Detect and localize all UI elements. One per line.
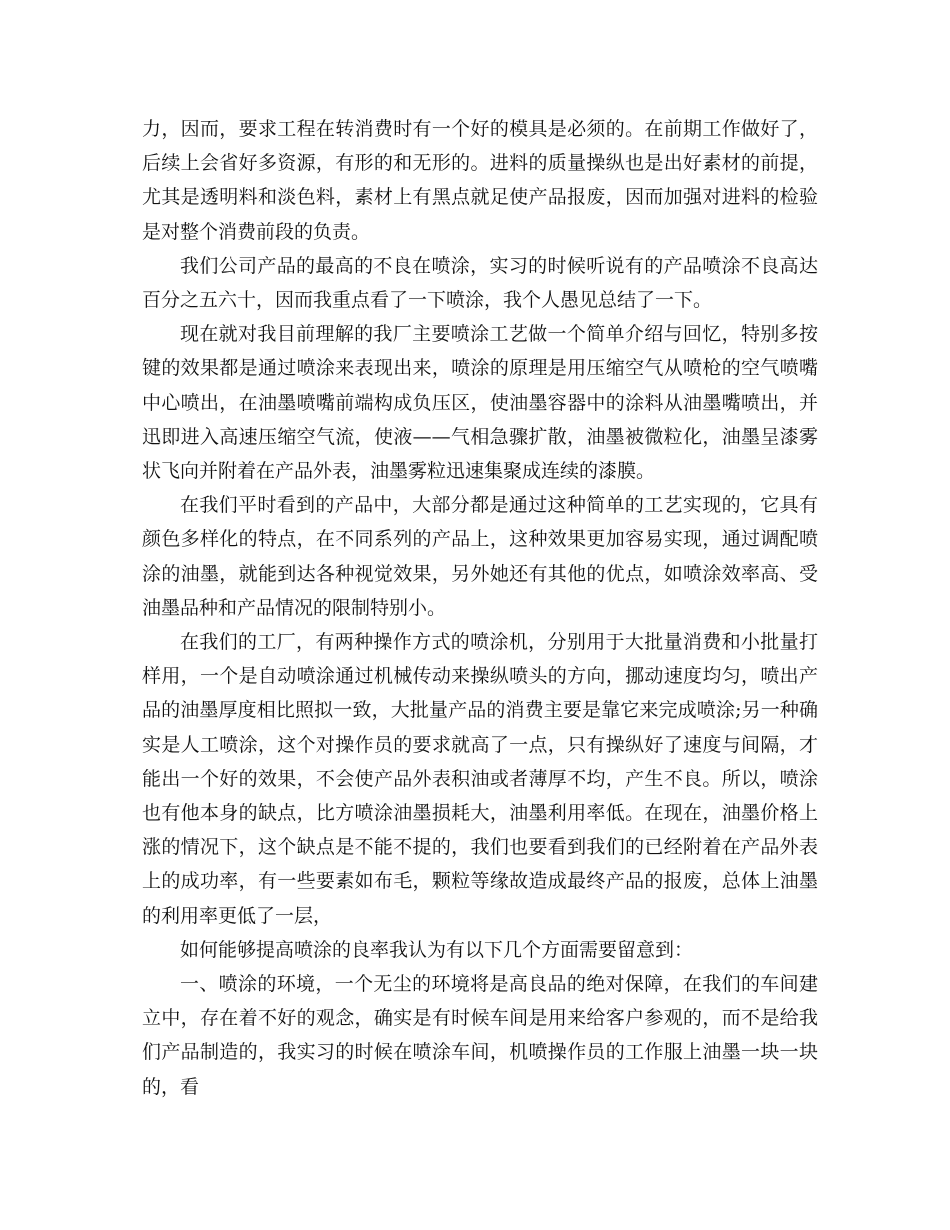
paragraph-1: 力，因而，要求工程在转消费时有一个好的模具是必须的。在前期工作做好了，后续上会省好多资源，有形的和无形的。进料的质量操纵也是出好素材的前提，尤其是透明料和淡色料，素材上有黑点就足使产品报废，因而加强对进料的检验是对整个消费前段的负责。 bbox=[142, 118, 818, 243]
paragraph-4: 在我们平时看到的产品中，大部分都是通过这种简单的工艺实现的，它具有颜色多样化的特点，在不同系列的产品上，这种效果更加容易实现，通过调配喷涂的油墨，就能到达各种视觉效果，另外她还有其他的优点，如喷涂效率高、受油墨品种和产品情况的限制特别小。 bbox=[142, 494, 818, 619]
paragraph-2: 我们公司产品的最高的不良在喷涂，实习的时候听说有的产品喷涂不良高达百分之五六十，因而我重点看了一下喷涂，我个人愚见总结了一下。 bbox=[142, 254, 818, 312]
paragraph-3: 现在就对我目前理解的我厂主要喷涂工艺做一个简单介绍与回忆，特别多按键的效果都是通过喷涂来表现出来，喷涂的原理是用压缩空气从喷枪的空气喷嘴中心喷出，在油墨喷嘴前端构成负压区，使油墨容器中的涂料从油墨嘴喷出，并迅即进入高速压缩空气流，使液——气相急骤扩散，油墨被微粒化，油墨呈漆雾状飞向并附着在产品外表，油墨雾粒迅速集聚成连续的漆膜。 bbox=[142, 323, 818, 483]
paragraph-6: 如何能够提高喷涂的良率我认为有以下几个方面需要留意到： bbox=[180, 938, 694, 961]
paragraph-5: 在我们的工厂，有两种操作方式的喷涂机，分别用于大批量消费和小批量打样用，一个是自动喷涂通过机械传动来操纵喷头的方向，挪动速度均匀，喷出产品的油墨厚度相比照拟一致，大批量产品的消费主要是靠它来完成喷涂;另一种确实是人工喷涂，这个对操作员的要求就高了一点，只有操纵好了速度与间隔，才能出一个好的效果，不会使产品外表积油或者薄厚不均，产生不良。所以，喷涂也有他本身的缺点，比方喷涂油墨损耗大，油墨利用率低。在现在，油墨价格上涨的情况下，这个缺点是不能不提的，我们也要看到我们的已经附着在产品外表上的成功率，有一些要素如布毛，颗粒等缘故造成最终产品的报废，总体上油墨的利用率更低了一层， bbox=[142, 631, 818, 927]
document-body bbox=[142, 112, 818, 1104]
paragraph-7: 一、喷涂的环境，一个无尘的环境将是高良品的绝对保障，在我们的车间建立中，存在着不好的观念，确实是有时候车间是用来给客户参观的，而不是给我们产品制造的，我实习的时候在喷涂车间，机喷操作员的工作服上油墨一块一块的，看 bbox=[142, 973, 818, 1098]
